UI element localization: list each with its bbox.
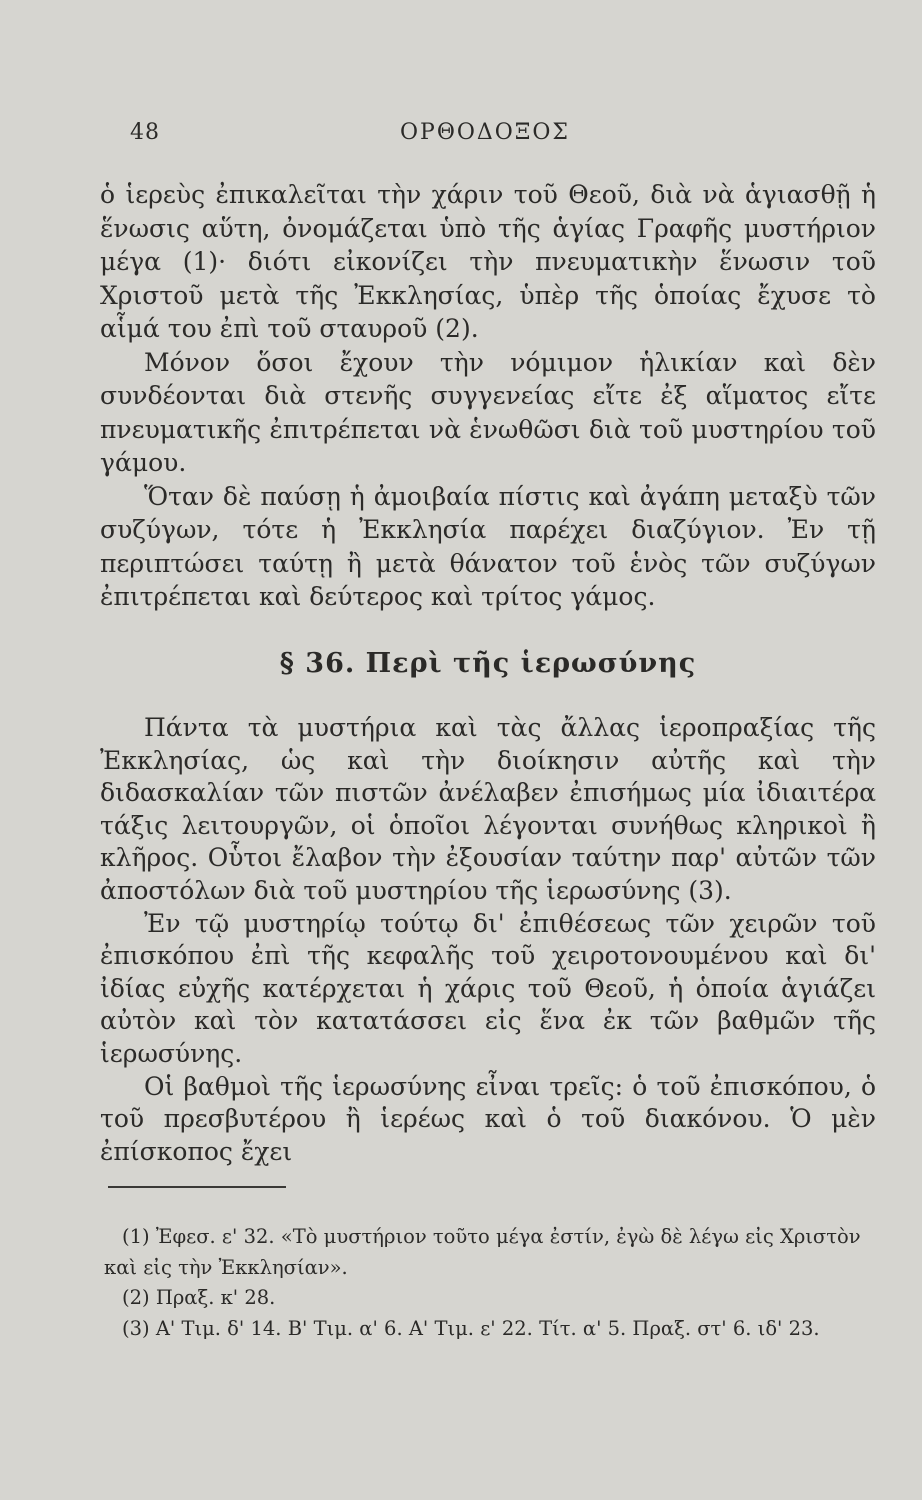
footnote: (2) Πραξ. κ' 28. [122, 1286, 276, 1309]
footnote: (1) Ἐφεσ. ε' 32. «Τὸ μυστήριον τοῦτο μέγα ἐστίν, ἐγὼ δὲ λέγω εἰς Χριστὸν καὶ εἰς τὴν Ἐκκλησίαν». [104, 1225, 861, 1279]
section-36-text [100, 712, 876, 1168]
paragraph: Ὅταν δὲ παύσῃ ἡ ἀμοιβαία πίστις καὶ ἀγάπη μεταξὺ τῶν συζύγων, τότε ἡ Ἐκκλησία παρέχει διαζύγιον. Ἐν τῇ περιπτώσει ταύτῃ ἢ μετὰ θάνατον τοῦ ἑνὸς τῶν συζύγων ἐπιτρέπεται καὶ δεύτερος καὶ τρίτος γάμος. [100, 481, 876, 611]
page-header [130, 120, 830, 154]
section-35-continued-text [100, 178, 876, 614]
section-heading: § 36. Περὶ τῆς ἱερωσύνης [279, 648, 697, 679]
page-number: 48 [130, 120, 160, 145]
footnotes [104, 1222, 876, 1344]
paragraph: Οἱ βαθμοὶ τῆς ἱερωσύνης εἶναι τρεῖς: ὁ τοῦ ἐπισκόπου, ὁ τοῦ πρεσβυτέρου ἢ ἱερέως καὶ ὁ τοῦ διακόνου. Ὁ μὲν ἐπίσκοπος ἔχει [100, 1071, 876, 1166]
running-title: ΟΡΘΟΔΟΞΟΣ [400, 120, 570, 145]
paragraph: Ἐν τῷ μυστηρίῳ τούτῳ δι' ἐπιθέσεως τῶν χειρῶν τοῦ ἐπισκόπου ἐπὶ τῆς κεφαλῆς τοῦ χειροτονουμένου καὶ δι' ἰδίας εὐχῆς κατέρχεται ἡ χάρις τοῦ Θεοῦ, ἡ ὁποία ἁγιάζει αὐτὸν καὶ τὸν κατατάσσει εἰς ἕνα ἐκ τῶν βαθμῶν τῆς ἱερωσύνης. [100, 908, 876, 1068]
footnote: (3) Α' Τιμ. δ' 14. Β' Τιμ. α' 6. Α' Τιμ. ε' 22. Τίτ. α' 5. Πραξ. στ' 6. ιδ' 23. [122, 1316, 820, 1340]
paragraph: ὁ ἱερεὺς ἐπικαλεῖται τὴν χάριν τοῦ Θεοῦ, διὰ νὰ ἁγιασθῇ ἡ ἕνωσις αὕτη, ὀνομάζεται ὑπὸ τῆς ἁγίας Γραφῆς μυστήριον μέγα (1)· διότι εἰκονίζει τὴν πνευματικὴν ἕνωσιν τοῦ Χριστοῦ μετὰ τῆς Ἐκκλησίας, ὑπὲρ τῆς ὁποίας ἔχυσε τὸ αἷμά του ἐπὶ τοῦ σταυροῦ (2). [100, 180, 876, 343]
paragraph: Πάντα τὰ μυστήρια καὶ τὰς ἄλλας ἱεροπραξίας τῆς Ἐκκλησίας, ὡς καὶ τὴν διοίκησιν αὐτῆς καὶ τὴν διδασκαλίαν τῶν πιστῶν ἀνέλαβεν ἐπισήμως μία ἰδιαιτέρα τάξις λειτουργῶν, οἱ ὁποῖοι λέγονται συνήθως κληρικοὶ ἢ κλῆρος. Οὗτοι ἔλαβον τὴν ἐξουσίαν ταύτην παρ' αὐτῶν τῶν ἀποστόλων διὰ τοῦ μυστηρίου τῆς ἱερωσύνης (3). [100, 713, 876, 905]
paragraph: Μόνον ὅσοι ἔχουν τὴν νόμιμον ἡλικίαν καὶ δὲν συνδέονται διὰ στενῆς συγγενείας εἴτε ἐξ αἵματος εἴτε πνευματικῆς ἐπιτρέπεται νὰ ἑνωθῶσι διὰ τοῦ μυστηρίου τοῦ γάμου. [100, 347, 876, 477]
footnote-divider [108, 1186, 286, 1188]
